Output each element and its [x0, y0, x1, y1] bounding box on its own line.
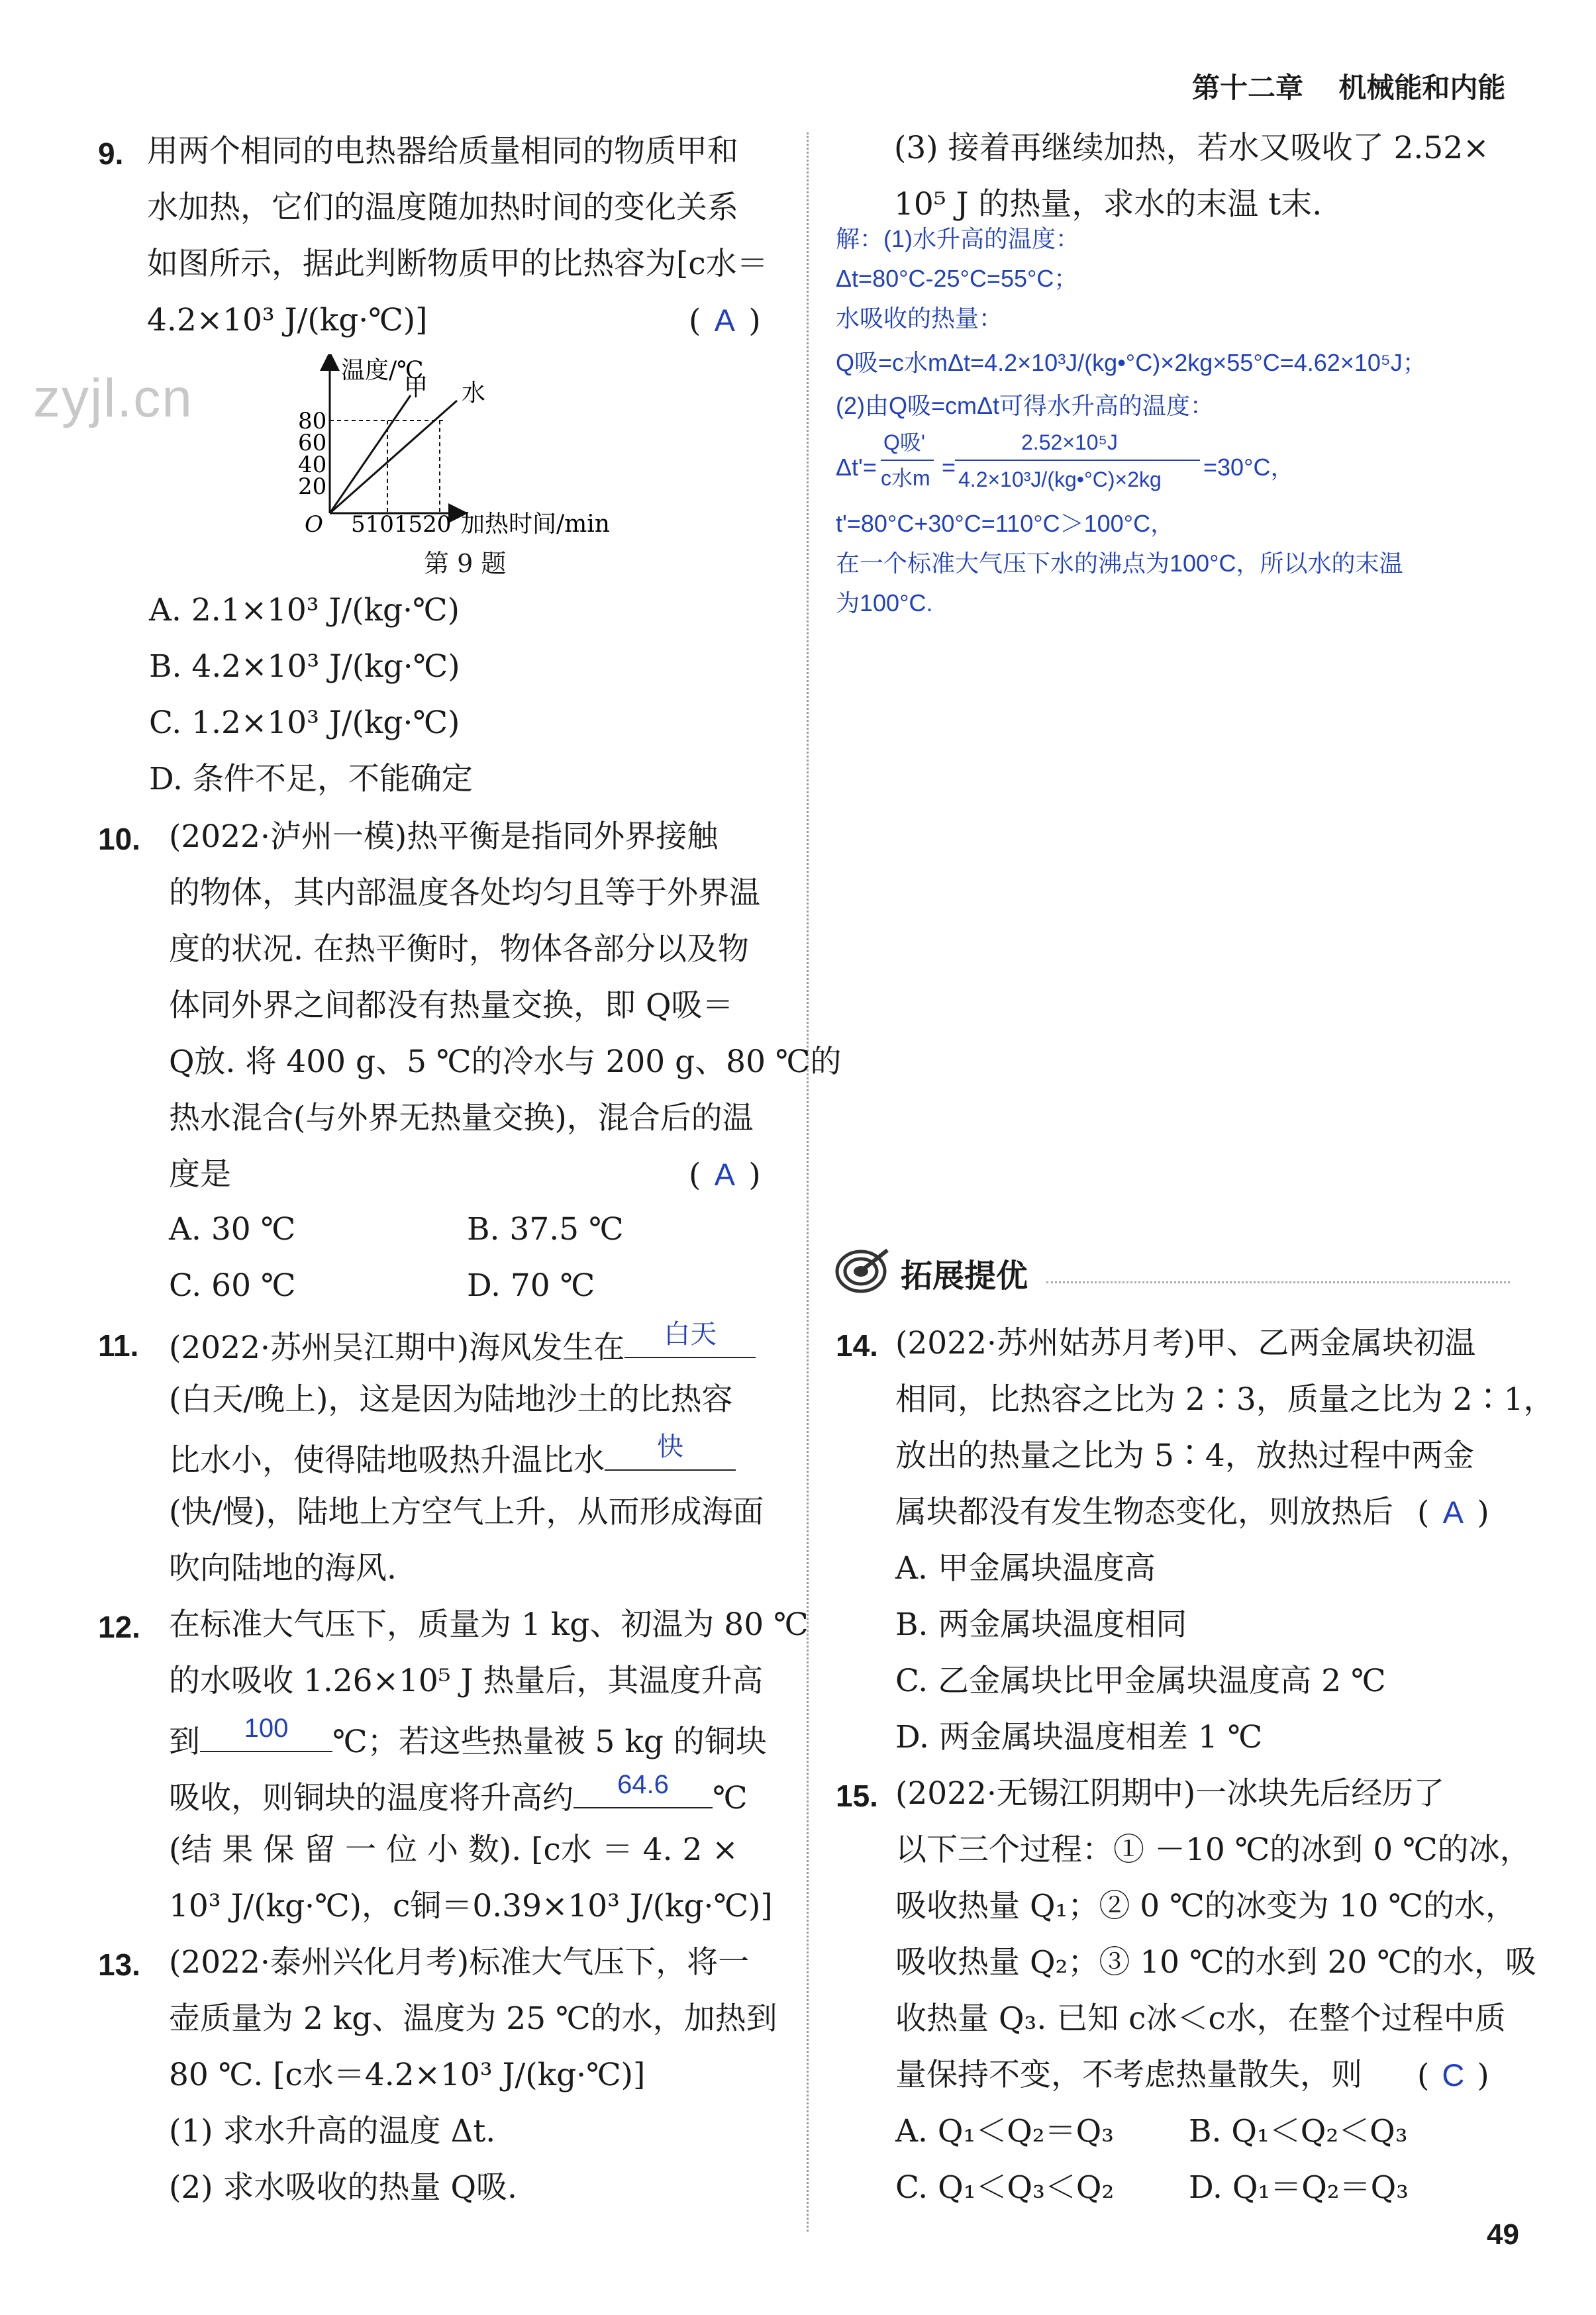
fraction-bar-2	[955, 460, 1200, 461]
question-text-line: 属块都没有发生物态变化，则放热后	[895, 1494, 1393, 1530]
question-text-line: 体同外界之间都没有热量交换，即 Q吸＝	[169, 987, 734, 1024]
question-text-line: 如图所示，据此判断物质甲的比热容为[c水＝	[147, 246, 768, 282]
solution-fraction	[836, 430, 1299, 503]
line-water	[330, 401, 457, 513]
y-tick: 80	[298, 408, 327, 434]
fraction-den-2: 4.2×10³J/(kg•°C)×2kg	[958, 468, 1162, 491]
blank-answer: 64.6	[617, 1770, 669, 1799]
option-c: C. Q₁＜Q₃＜Q₂	[895, 2169, 1115, 2206]
fraction-lhs: Δt'=	[836, 454, 877, 481]
question-text-line: 10⁵ J 的热量，求水的末温 t末.	[894, 186, 1322, 222]
question-text-line: 用两个相同的电热器给质量相同的物质甲和	[147, 133, 738, 170]
question-number: 12.	[98, 1610, 140, 1644]
question-text-line: 以下三个过程：① －10 ℃的冰到 0 ℃的冰，	[895, 1832, 1531, 1868]
option-c: C. 1.2×10³ J/(kg·℃)	[149, 705, 460, 741]
question-text-line: (结 果 保 留 一 位 小 数). [c水 ＝ 4. 2 ×	[169, 1832, 738, 1868]
fill-blank	[574, 1770, 713, 1808]
question-text-line: (3) 接着再继续加热，若水又吸收了 2.52×	[894, 130, 1489, 166]
figure-caption: 第 9 题	[424, 549, 507, 578]
solution-line: Q吸=c水mΔt=4.2×10³J/(kg•°C)×2kg×55°C=4.62×10⁵J；	[836, 349, 1426, 376]
label-jia: 甲	[404, 374, 428, 401]
x-ticks: 5101520	[351, 511, 452, 538]
question-text-line: 4.2×10³ J/(kg·℃)]	[147, 302, 428, 338]
option-d: D. Q₁＝Q₂＝Q₃	[1189, 2169, 1409, 2206]
question-text-line: 相同，比热容之比为 2∶3，质量之比为 2∶1，	[895, 1381, 1555, 1418]
answer-value: C	[1442, 2057, 1465, 2093]
solution-line: t'=80°C+30°C=110°C＞100°C，	[836, 510, 1175, 537]
y-tick: 40	[298, 452, 327, 478]
question-text-line: (2022·无锡江阴期中)一冰块先后经历了	[895, 1775, 1445, 1812]
option-c: C. 乙金属块比甲金属块温度高 2 ℃	[895, 1663, 1386, 1699]
question-text-line	[169, 1320, 756, 1366]
question-text-line: 量保持不变，不考虑热量散失，则	[895, 2057, 1362, 2093]
option-d: D. 70 ℃	[467, 1267, 595, 1304]
question-text-line: 的水吸收 1.26×10⁵ J 热量后，其温度升高	[169, 1663, 764, 1699]
question-number: 9.	[98, 136, 124, 171]
fraction-eq: =	[942, 454, 956, 481]
question-text-line: (白天/晚上)，这是因为陆地沙土的比热容	[169, 1381, 733, 1418]
fill-blank	[200, 1714, 332, 1752]
question-number: 10.	[98, 822, 140, 856]
chapter-label: 第十二章	[1192, 72, 1304, 103]
watermark: zyjl.cn	[33, 368, 193, 428]
option-d: D. 条件不足，不能确定	[149, 761, 473, 797]
question-text-line: (1) 求水升高的温度 Δt.	[169, 2113, 496, 2149]
question-text: ℃；若这些热量被 5 kg 的铜块	[332, 1724, 767, 1760]
fraction-den-1: c水m	[881, 466, 930, 490]
fraction-rhs: =30°C，	[1203, 454, 1295, 481]
question-text-line: 水加热，它们的温度随加热时间的变化关系	[147, 189, 738, 226]
question-text-line: 壶质量为 2 kg、温度为 25 ℃的水，加热到	[169, 2000, 777, 2037]
question-text-line	[169, 1714, 767, 1760]
answer-bracket: ( A )	[1417, 1495, 1489, 1531]
question-text: 比水小，使得陆地吸热升温比水	[169, 1442, 605, 1479]
question-number: 13.	[98, 1947, 140, 1982]
fill-blank	[624, 1320, 756, 1358]
question-text-line: 吸收热量 Q₁；② 0 ℃的冰变为 10 ℃的水，	[895, 1888, 1517, 1924]
option-b: B. 4.2×10³ J/(kg·℃)	[149, 648, 460, 685]
answer-bracket: ( C )	[1417, 2057, 1489, 2094]
solution-line: 解：(1)水升高的温度：	[836, 225, 1079, 252]
question-text-line: 吹向陆地的海风.	[169, 1550, 397, 1587]
answer-value: A	[714, 303, 736, 338]
question-text: 吸收，则铜块的温度将升高约	[169, 1780, 574, 1816]
option-a: A. 2.1×10³ J/(kg·℃)	[149, 592, 460, 628]
blank-answer: 快	[657, 1432, 683, 1461]
answer-bracket: ( A )	[689, 1157, 761, 1193]
fraction-bar-1	[881, 460, 934, 461]
y-tick: 20	[298, 473, 327, 500]
question-text: (2022·苏州吴江期中)海风发生在	[169, 1330, 625, 1366]
blank-answer: 100	[244, 1714, 289, 1743]
question-text-line: 吸收热量 Q₂；③ 10 ℃的水到 20 ℃的水，吸	[895, 1944, 1536, 1981]
question-number: 14.	[836, 1328, 878, 1363]
question-text-line	[169, 1770, 748, 1816]
question-text-line: 在标准大气压下，质量为 1 kg、初温为 80 ℃	[169, 1606, 809, 1643]
fraction-num-2: 2.52×10⁵J	[1021, 430, 1118, 454]
solution-line: 为100°C.	[836, 589, 933, 616]
answer-value: A	[714, 1157, 736, 1192]
solution-line: 水吸收的热量：	[836, 305, 1003, 332]
target-icon	[833, 1244, 893, 1297]
question-text-line: 收热量 Q₃. 已知 c冰＜c水，在整个过程中质	[895, 2000, 1506, 2037]
question-text-line: 的物体，其内部温度各处均匀且等于外界温	[169, 875, 760, 911]
origin-label: O	[305, 511, 323, 538]
chapter-title: 机械能和内能	[1338, 72, 1506, 103]
question-text-line: 放出的热量之比为 5∶4，放热过程中两金	[895, 1438, 1474, 1474]
y-tick: 60	[298, 430, 327, 456]
solution-line: (2)由Q吸=cmΔt可得水升高的温度：	[836, 392, 1215, 419]
solution-line: 在一个标准大气压下水的沸点为100°C，所以水的末温	[836, 550, 1403, 577]
question-text-line: 80 ℃. [c水＝4.2×10³ J/(kg·℃)]	[169, 2057, 646, 2093]
temperature-time-graph	[278, 354, 689, 546]
fill-blank	[605, 1432, 736, 1471]
question-text-line: Q放. 将 400 g、5 ℃的冷水与 200 g、80 ℃的	[169, 1044, 842, 1080]
x-axis-label: 加热时间/min	[461, 511, 610, 538]
question-text-line: 度的状况. 在热平衡时，物体各部分以及物	[169, 931, 749, 967]
question-text-line: (2022·泸州一模)热平衡是指同外界接触	[169, 818, 719, 855]
page-number: 49	[1487, 2218, 1519, 2251]
column-divider	[807, 132, 809, 2232]
solution-line: Δt=80°C-25°C=55°C；	[836, 265, 1078, 292]
answer-value: A	[1442, 1495, 1464, 1530]
option-c: C. 60 ℃	[169, 1267, 296, 1304]
page-header	[1192, 66, 1505, 106]
option-a: A. 30 ℃	[169, 1211, 296, 1248]
option-a: A. 甲金属块温度高	[895, 1550, 1156, 1587]
question-text: 到	[169, 1724, 200, 1760]
option-a: A. Q₁＜Q₂＝Q₃	[895, 2113, 1114, 2149]
fraction-num-1: Q吸'	[883, 430, 926, 454]
option-b: B. Q₁＜Q₂＜Q₃	[1189, 2113, 1408, 2149]
label-water: 水	[462, 379, 486, 407]
question-text-line	[169, 1432, 736, 1479]
question-text-line: 热水混合(与外界无热量交换)，混合后的温	[169, 1100, 754, 1136]
question-text-line: (2) 求水吸收的热量 Q吸.	[169, 2169, 517, 2206]
question-number: 11.	[98, 1328, 139, 1363]
question-text-line: (2022·泰州兴化月考)标准大气压下，将一	[169, 1944, 750, 1981]
question-text-line: (2022·苏州姑苏月考)甲、乙两金属块初温	[895, 1325, 1476, 1361]
question-text-line: 10³ J/(kg·℃)，c铜＝0.39×10³ J/(kg·℃)]	[169, 1888, 773, 1924]
section-rule	[1046, 1281, 1510, 1283]
option-b: B. 两金属块温度相同	[895, 1606, 1187, 1643]
y-axis-label: 温度/℃	[341, 357, 424, 384]
line-jia	[330, 395, 411, 513]
question-text: ℃	[713, 1780, 748, 1816]
section-title: 拓展提优	[901, 1259, 1028, 1294]
question-text-line: (快/慢)，陆地上方空气上升，从而形成海面	[169, 1494, 764, 1530]
question-text-line: 度是	[169, 1156, 231, 1193]
blank-answer: 白天	[664, 1320, 717, 1349]
answer-bracket: ( A )	[689, 303, 761, 339]
question-number: 15.	[836, 1779, 878, 1813]
option-b: B. 37.5 ℃	[467, 1211, 624, 1248]
option-d: D. 两金属块温度相差 1 ℃	[895, 1719, 1263, 1755]
